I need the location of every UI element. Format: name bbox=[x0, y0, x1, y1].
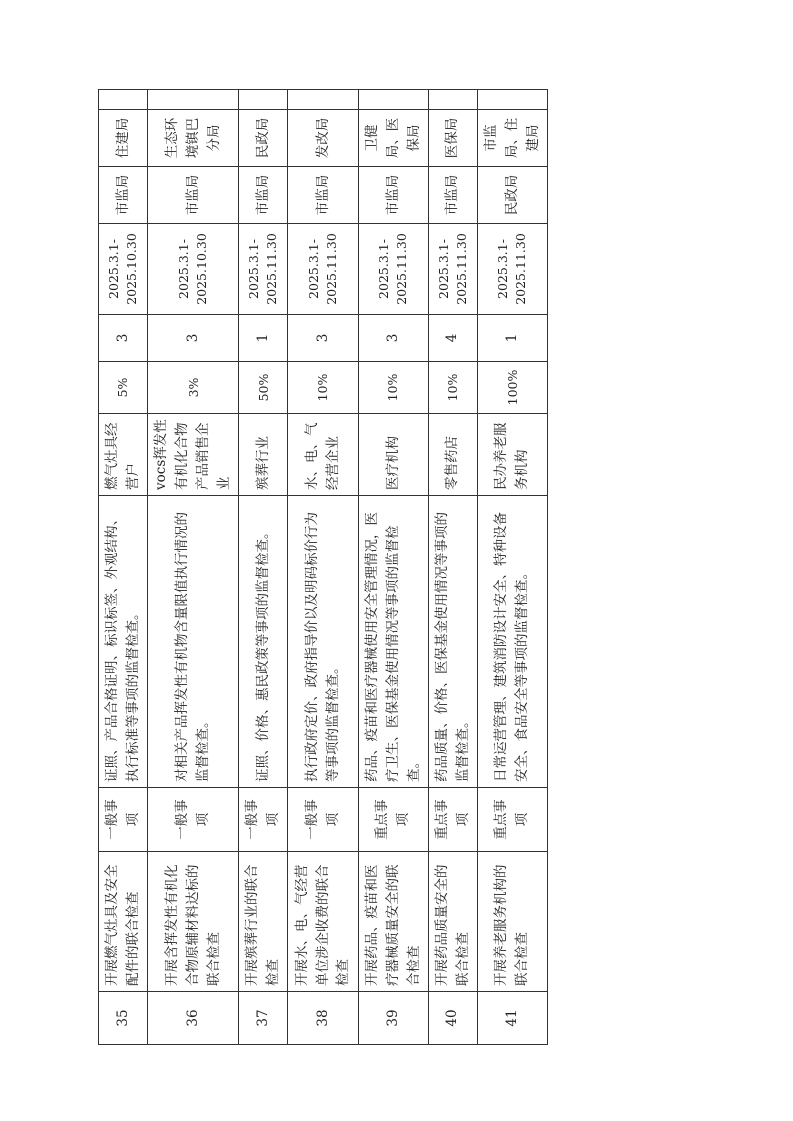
table-row bbox=[358, 90, 428, 1045]
time-range bbox=[288, 224, 358, 315]
time-range bbox=[148, 224, 239, 315]
lead-department: 民政局 bbox=[477, 167, 547, 224]
empty-cell bbox=[99, 90, 148, 110]
lead-department: 市监局 bbox=[288, 167, 358, 224]
empty-cell bbox=[428, 90, 477, 110]
date-start: 2025.3.1- bbox=[105, 239, 121, 299]
task-type: 一般事项 bbox=[148, 788, 239, 852]
task-name: 开展燃气灶具及安全配件的联合检查 bbox=[99, 852, 148, 992]
task-type: 一般事项 bbox=[288, 788, 358, 852]
date-end: 2025.11.30 bbox=[323, 233, 339, 305]
cooperating-department: 发改局 bbox=[288, 110, 358, 167]
inspection-count: 3 bbox=[99, 315, 148, 362]
empty-cell bbox=[288, 90, 358, 110]
date-start: 2025.3.1- bbox=[495, 239, 511, 299]
task-name: 开展水、电、气经营单位涉企收费的联合检查 bbox=[288, 852, 358, 992]
lead-department: 市监局 bbox=[358, 167, 428, 224]
empty-cell bbox=[358, 90, 428, 110]
inspection-count: 1 bbox=[477, 315, 547, 362]
inspection-content: 对相关产品挥发性有机物含量限值执行情况的监督检查。 bbox=[148, 496, 239, 788]
time-range bbox=[428, 224, 477, 315]
time-range bbox=[239, 224, 288, 315]
lead-department: 市监局 bbox=[428, 167, 477, 224]
inspection-count: 3 bbox=[358, 315, 428, 362]
inspection-object: 燃气灶具经营户 bbox=[99, 414, 148, 496]
row-number: 37 bbox=[239, 992, 288, 1045]
row-number: 36 bbox=[148, 992, 239, 1045]
table-row bbox=[477, 90, 547, 1045]
inspection-content: 药品、疫苗和医疗器械使用安全管理情况，医疗卫生、医保基金使用情况等事项的监督检查。 bbox=[358, 496, 428, 788]
task-name: 开展药品质量安全的联合检查 bbox=[428, 852, 477, 992]
time-range bbox=[477, 224, 547, 315]
sampling-ratio: 3% bbox=[148, 362, 239, 414]
inspection-object: vocs挥发性有机化合物产品销售企业 bbox=[148, 414, 239, 496]
date-start: 2025.3.1- bbox=[305, 239, 321, 299]
inspection-content: 证照、价格、惠民政策等事项的监督检查。 bbox=[239, 496, 288, 788]
cooperating-department: 卫健局、医保局 bbox=[358, 110, 428, 167]
table-row bbox=[288, 90, 358, 1045]
sampling-ratio: 50% bbox=[239, 362, 288, 414]
table-row bbox=[239, 90, 288, 1045]
inspection-object: 水、电、气经营企业 bbox=[288, 414, 358, 496]
row-number: 40 bbox=[428, 992, 477, 1045]
task-type: 重点事项 bbox=[428, 788, 477, 852]
inspection-object: 零售药店 bbox=[428, 414, 477, 496]
date-start: 2025.3.1- bbox=[375, 239, 391, 299]
date-start: 2025.3.1- bbox=[176, 239, 192, 299]
task-type: 一般事项 bbox=[99, 788, 148, 852]
date-end: 2025.11.30 bbox=[394, 233, 410, 305]
inspection-count: 3 bbox=[148, 315, 239, 362]
task-type: 重点事项 bbox=[358, 788, 428, 852]
lead-department: 市监局 bbox=[239, 167, 288, 224]
empty-cell bbox=[148, 90, 239, 110]
inspection-content: 执行政府定价、政府指导价以及明码标价行为等事项的监督检查。 bbox=[288, 496, 358, 788]
sampling-ratio: 5% bbox=[99, 362, 148, 414]
sampling-ratio: 100% bbox=[477, 362, 547, 414]
date-end: 2025.10.30 bbox=[194, 233, 210, 305]
rotated-table-wrapper bbox=[98, 90, 548, 1045]
cooperating-department: 民政局 bbox=[239, 110, 288, 167]
date-end: 2025.11.30 bbox=[513, 233, 529, 305]
task-type: 重点事项 bbox=[477, 788, 547, 852]
row-number: 35 bbox=[99, 992, 148, 1045]
date-end: 2025.11.30 bbox=[453, 233, 469, 305]
row-number: 39 bbox=[358, 992, 428, 1045]
cooperating-department: 医保局 bbox=[428, 110, 477, 167]
date-start: 2025.3.1- bbox=[435, 239, 451, 299]
time-range bbox=[358, 224, 428, 315]
task-name: 开展养老服务机构的联合检查 bbox=[477, 852, 547, 992]
date-end: 2025.10.30 bbox=[124, 233, 140, 305]
empty-cell bbox=[477, 90, 547, 110]
inspection-count: 1 bbox=[239, 315, 288, 362]
lead-department: 市监局 bbox=[99, 167, 148, 224]
empty-cell bbox=[239, 90, 288, 110]
task-type: 一般事项 bbox=[239, 788, 288, 852]
task-name: 开展药品、疫苗和医疗器械质量安全的联合检查 bbox=[358, 852, 428, 992]
inspection-count: 3 bbox=[288, 315, 358, 362]
inspection-table bbox=[98, 89, 548, 1045]
inspection-object: 医疗机构 bbox=[358, 414, 428, 496]
cooperating-department: 生态环境镇巴分局 bbox=[148, 110, 239, 167]
table-row bbox=[428, 90, 477, 1045]
row-number: 38 bbox=[288, 992, 358, 1045]
inspection-content: 药品质量、价格、医保基金使用情况等事项的监督检查。 bbox=[428, 496, 477, 788]
inspection-content: 日常运营管理、建筑消防设计安全、特种设备安全、食品安全等事项的监督检查。 bbox=[477, 496, 547, 788]
table-row bbox=[148, 90, 239, 1045]
lead-department: 市监局 bbox=[148, 167, 239, 224]
task-name: 开展殡葬行业的联合检查 bbox=[239, 852, 288, 992]
sampling-ratio: 10% bbox=[358, 362, 428, 414]
row-number: 41 bbox=[477, 992, 547, 1045]
cooperating-department: 市监局、住建局 bbox=[477, 110, 547, 167]
inspection-object: 民办养老服务机构 bbox=[477, 414, 547, 496]
inspection-content: 证照、产品合格证明、标识标签、外观结构、执行标准等事项的监督检查。 bbox=[99, 496, 148, 788]
time-range bbox=[99, 224, 148, 315]
cooperating-department: 住建局 bbox=[99, 110, 148, 167]
table-row bbox=[99, 90, 148, 1045]
sampling-ratio: 10% bbox=[288, 362, 358, 414]
inspection-object: 殡葬行业 bbox=[239, 414, 288, 496]
inspection-count: 4 bbox=[428, 315, 477, 362]
sampling-ratio: 10% bbox=[428, 362, 477, 414]
date-start: 2025.3.1- bbox=[246, 239, 262, 299]
task-name: 开展含挥发性有机化合物原辅材料达标的联合检查 bbox=[148, 852, 239, 992]
date-end: 2025.11.30 bbox=[264, 233, 280, 305]
table-body bbox=[99, 90, 548, 1045]
